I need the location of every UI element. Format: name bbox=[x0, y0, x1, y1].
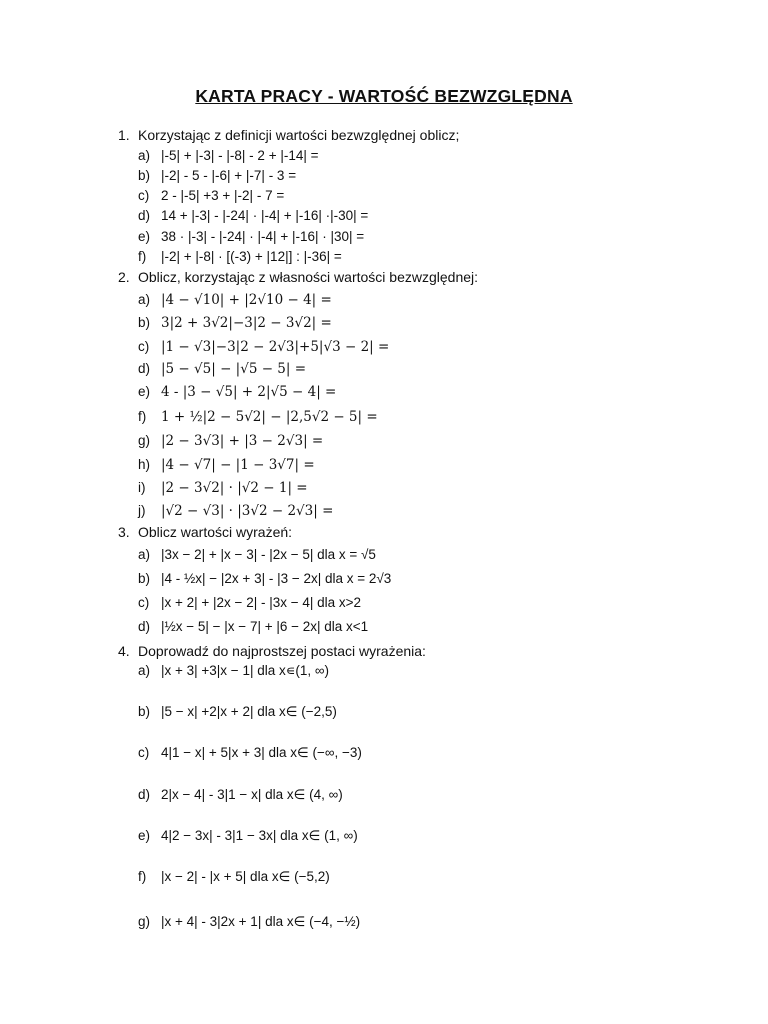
exercise-4c bbox=[138, 743, 362, 763]
item-expression: |2 − 3√3| + |3 − 2√3| = bbox=[161, 433, 324, 449]
item-expression: |-5| + |-3| - |-8| - 2 + |-14| = bbox=[161, 148, 319, 163]
item-label: b) bbox=[138, 168, 151, 183]
exercise-2c bbox=[138, 337, 389, 357]
item-expression: |-2| - 5 - |-6| + |-7| - 3 = bbox=[161, 168, 297, 183]
section-number: 1. bbox=[118, 127, 130, 143]
item-expression: |5 − √5| − |√5 − 5| = bbox=[161, 361, 307, 377]
item-expression: |1 − √3|−3|2 − 2√3|+5|√3 − 2| = bbox=[161, 339, 390, 355]
section-number: 4. bbox=[118, 643, 130, 659]
exercise-2e bbox=[138, 382, 336, 402]
exercise-1c bbox=[138, 186, 284, 206]
exercise-3b bbox=[138, 569, 391, 589]
item-expression: 4|1 − x| + 5|x + 3| dla x∈ (−∞, −3) bbox=[161, 745, 362, 760]
item-expression: 1 + ½|2 − 5√2| − |2,5√2 − 5| = bbox=[161, 409, 378, 425]
item-label: f) bbox=[138, 249, 147, 264]
section-heading-text: Oblicz wartości wyrażeń: bbox=[138, 524, 293, 540]
item-expression: |3x − 2| + |x − 3| - |2x − 5| dla x = √5 bbox=[161, 547, 376, 562]
item-expression: 2 - |-5| +3 + |-2| - 7 = bbox=[161, 188, 285, 203]
item-label: d) bbox=[138, 787, 151, 802]
item-label: f) bbox=[138, 869, 147, 884]
exercise-2g bbox=[138, 431, 323, 451]
section-heading-text: Doprowadź do najprostszej postaci wyrażenia: bbox=[138, 643, 426, 659]
item-expression: 2|x − 4| - 3|1 − x| dla x∈ (4, ∞) bbox=[161, 787, 343, 802]
item-label: a) bbox=[138, 148, 151, 163]
page-title: KARTA PRACY - WARTOŚĆ BEZWZGLĘDNA bbox=[195, 86, 573, 106]
section-heading-text: Korzystając z definicji wartości bezwzględnej oblicz; bbox=[138, 127, 460, 143]
exercise-2j bbox=[138, 501, 333, 521]
item-label: c) bbox=[138, 595, 150, 610]
item-label: g) bbox=[138, 433, 151, 448]
item-expression: |4 − √7| − |1 − 3√7| = bbox=[161, 457, 315, 473]
section-3-heading bbox=[118, 523, 292, 541]
item-expression: |5 − x| +2|x + 2| dla x∈ (−2,5) bbox=[161, 704, 337, 719]
exercise-1f bbox=[138, 247, 342, 267]
item-label: c) bbox=[138, 745, 150, 760]
item-expression: 4|2 − 3x| - 3|1 − 3x| dla x∈ (1, ∞) bbox=[161, 828, 358, 843]
exercise-4g bbox=[138, 912, 360, 932]
item-label: b) bbox=[138, 704, 151, 719]
item-label: d) bbox=[138, 208, 151, 223]
item-expression: |x + 3| +3|x − 1| dla x∊(1, ∞) bbox=[161, 663, 330, 678]
item-label: c) bbox=[138, 188, 150, 203]
exercise-4b bbox=[138, 702, 337, 722]
item-label: g) bbox=[138, 914, 151, 929]
exercise-3c bbox=[138, 593, 361, 613]
item-label: a) bbox=[138, 547, 151, 562]
section-number: 2. bbox=[118, 269, 130, 285]
exercise-1e bbox=[138, 227, 364, 247]
item-label: e) bbox=[138, 384, 151, 399]
item-label: a) bbox=[138, 292, 151, 307]
item-label: i) bbox=[138, 480, 146, 495]
section-heading-text: Oblicz, korzystając z własności wartości bezwzględnej: bbox=[138, 269, 479, 285]
section-number: 3. bbox=[118, 524, 130, 540]
exercise-1b bbox=[138, 166, 296, 186]
item-expression: |√2 − √3| · |3√2 − 2√3| = bbox=[161, 503, 334, 519]
exercise-4d bbox=[138, 785, 343, 805]
item-label: b) bbox=[138, 315, 151, 330]
exercise-1d bbox=[138, 206, 368, 226]
item-label: d) bbox=[138, 361, 151, 376]
item-expression: |x + 2| + |2x − 2| - |3x − 4| dla x>2 bbox=[161, 595, 362, 610]
item-label: e) bbox=[138, 229, 151, 244]
exercise-3d bbox=[138, 617, 368, 637]
item-label: e) bbox=[138, 828, 151, 843]
exercise-1a bbox=[138, 146, 319, 166]
section-4-heading bbox=[118, 642, 426, 660]
section-2-heading bbox=[118, 268, 478, 286]
item-label: f) bbox=[138, 409, 147, 424]
item-expression: |4 − √10| + |2√10 − 4| = bbox=[161, 292, 332, 308]
exercise-4f bbox=[138, 867, 330, 887]
item-label: h) bbox=[138, 457, 151, 472]
exercise-4e bbox=[138, 826, 358, 846]
exercise-3a bbox=[138, 545, 376, 565]
item-label: b) bbox=[138, 571, 151, 586]
item-expression: |x − 2| - |x + 5| dla x∈ (−5,2) bbox=[161, 869, 330, 884]
item-label: a) bbox=[138, 663, 151, 678]
item-expression: |½x − 5| − |x − 7| + |6 − 2x| dla x<1 bbox=[161, 619, 369, 634]
exercise-2d bbox=[138, 359, 306, 379]
item-label: c) bbox=[138, 339, 150, 354]
item-expression: |4 - ½x| − |2x + 3| - |3 − 2x| dla x = 2√3 bbox=[161, 571, 392, 586]
exercise-2b bbox=[138, 313, 332, 333]
item-expression: 38 · |-3| - |-24| · |-4| + |-16| · |30| = bbox=[161, 229, 365, 244]
exercise-2h bbox=[138, 455, 315, 475]
item-expression: |-2| + |-8| · [(-3) + |12|] : |-36| = bbox=[161, 249, 342, 264]
item-expression: 3|2 + 3√2|−3|2 − 3√2| = bbox=[161, 315, 332, 331]
exercise-2f bbox=[138, 407, 378, 427]
item-expression: |x + 4| - 3|2x + 1| dla x∈ (−4, −½) bbox=[161, 914, 361, 929]
item-expression: |2 − 3√2| · |√2 − 1| = bbox=[161, 480, 308, 496]
section-1-heading bbox=[118, 126, 459, 144]
item-expression: 4 - |3 − √5| + 2|√5 − 4| = bbox=[161, 384, 337, 400]
item-label: d) bbox=[138, 619, 151, 634]
item-label: j) bbox=[138, 503, 146, 518]
exercise-2a bbox=[138, 290, 332, 310]
exercise-2i bbox=[138, 478, 308, 498]
exercise-4a bbox=[138, 661, 329, 681]
item-expression: 14 + |-3| - |-24| · |-4| + |-16| ·|-30| = bbox=[161, 208, 369, 223]
